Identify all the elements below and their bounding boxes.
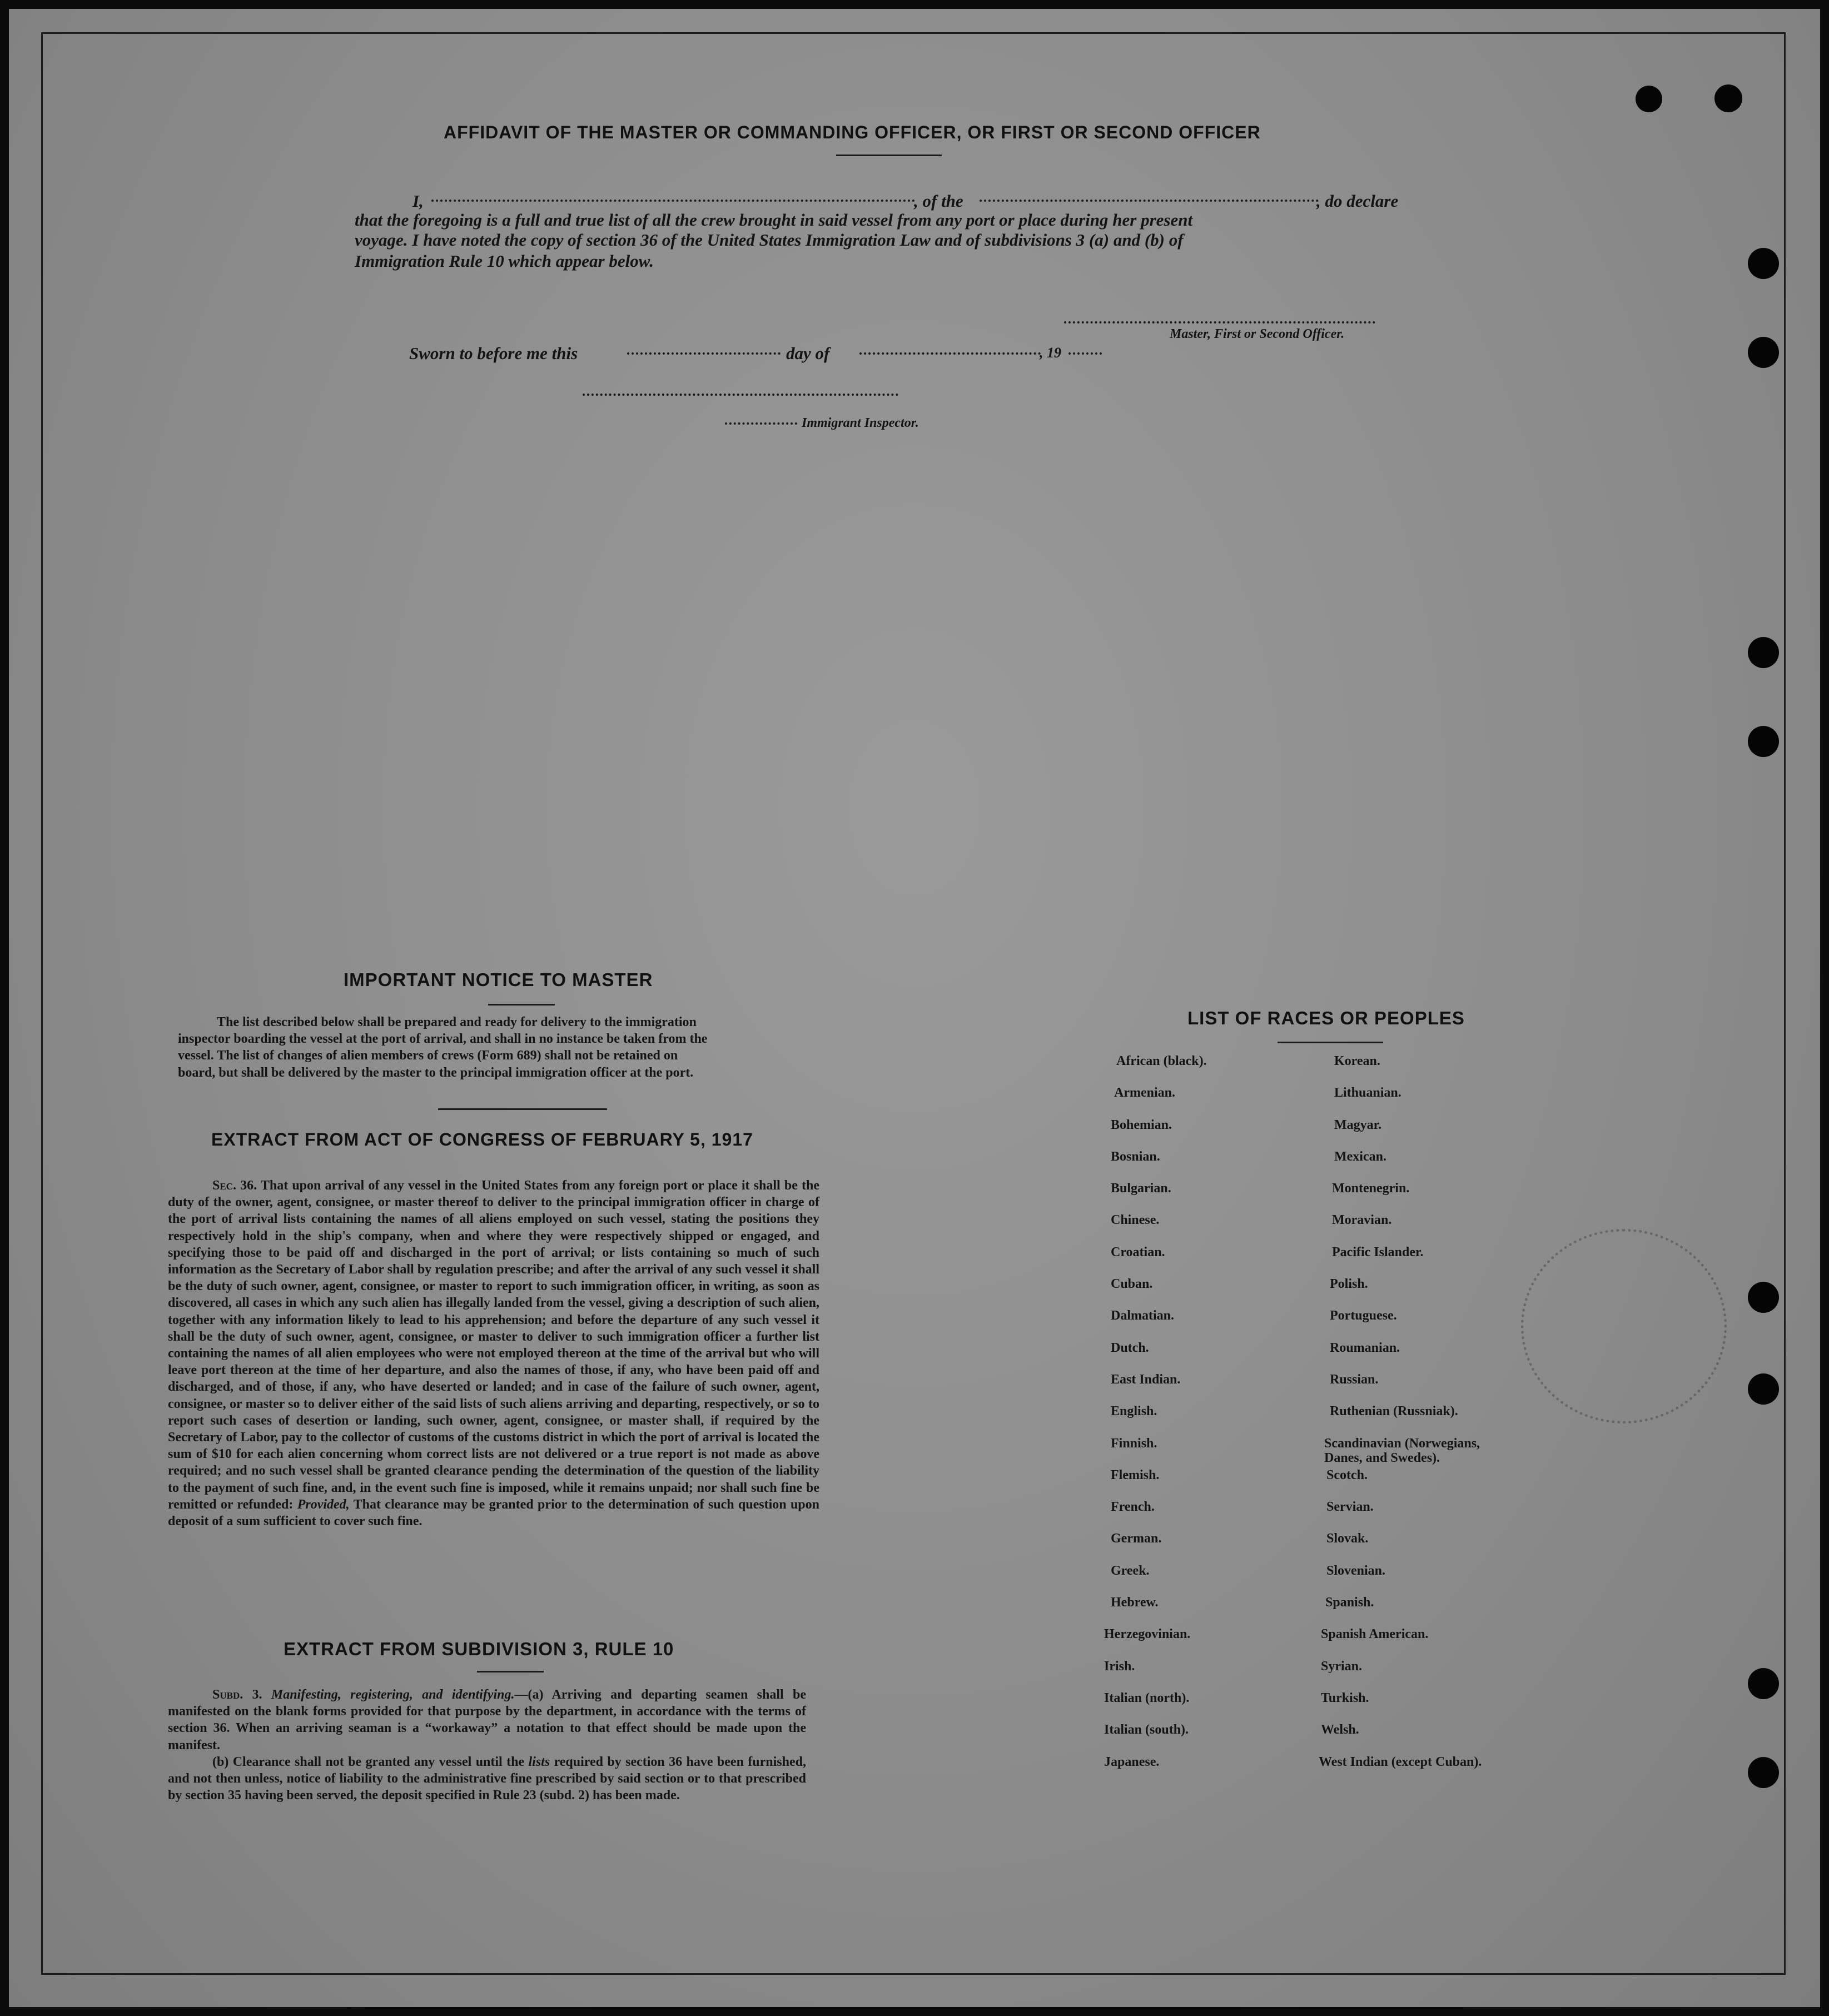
affidavit-title: AFFIDAVIT OF THE MASTER OR COMMANDING OFFICER, OR FIRST OR SECOND OFFICER	[444, 122, 1261, 142]
race-item: German.	[1111, 1531, 1162, 1546]
sworn-month-field[interactable]	[859, 352, 1041, 355]
race-item: Spanish American.	[1321, 1627, 1429, 1642]
section-body: That upon arrival of any vessel in the United States from any foreign port or place it shall be the duty of the owner, agent, consignee, or master thereof to deliver to the principal immigration officer in charge of the port of arrival lists containing the names of all aliens employed on such vessel, stating the positions they respectively hold in the ship's company, when and where they were respectively shipped or engaged, and specifying those to be paid off and discharged in the port of arrival; or lists containing so much of such information as the Secretary of Labor shall by regulation prescribe; and after the arrival of any such vessel it shall be the duty of such owner, agent, consignee, or master to report to such immigration officer, in writing, as soon as discovered, all cases in which any such alien has illegally landed from the vessel, giving a description of such alien, together with any information likely to lead to his apprehension; and before the departure of any such vessel it shall be the duty of such owner, agent, consignee, or master to deliver to such immigration officer a further list containing the names of all alien employees who were not employed thereon at the time of the arrival but who will leave port thereon at the time of her departure, and also the names of those, if any, who have been paid off and discharged, and of those, if any, who have deserted or landed; and in case of the failure of such owner, agent, consignee, or master so to deliver either of the said lists of such aliens arriving and departing, respectively, or so to report such cases of desertion or landing, such owner, agent, consignee, or master shall, if required by the Secretary of Labor, pay to the collector of customs of the customs district in which the port of arrival is located the sum of $10 for each alien concerning whom correct lists are not delivered or a true report is not made as above required; and no such vessel shall be granted clearance pending the determination of the question of the liability to the payment of such fine, and, in the event such fine is imposed, while it remains unpaid; nor shall such fine be remitted or refunded:	[168, 1178, 819, 1512]
race-item: Hebrew.	[1111, 1595, 1159, 1610]
extract-rule-title-rule	[477, 1671, 544, 1672]
races-title: LIST OF RACES OR PEOPLES	[1187, 1008, 1465, 1028]
rule-para-b-prefix: (b) Clearance shall not be granted any vessel until the	[212, 1754, 525, 1769]
race-item: Finnish.	[1111, 1436, 1157, 1451]
do-declare-label: , do declare	[1316, 191, 1399, 211]
race-item: Herzegovinian.	[1104, 1627, 1191, 1642]
affiant-name-field[interactable]	[431, 200, 915, 202]
race-item: Slovenian.	[1326, 1563, 1386, 1578]
inspector-label: Immigrant Inspector.	[802, 416, 919, 430]
binder-hole	[1748, 726, 1779, 757]
lists-word: lists	[528, 1754, 550, 1769]
notice-title: IMPORTANT NOTICE TO MASTER	[344, 969, 653, 990]
rule-para-a	[168, 1686, 806, 1754]
master-signature-label: Master, First or Second Officer.	[1170, 327, 1345, 341]
race-item: Croatian.	[1111, 1245, 1165, 1260]
section-label: Sec. 36.	[212, 1178, 257, 1193]
provided-label: Provided,	[297, 1497, 350, 1512]
subd-label: Subd. 3.	[212, 1688, 262, 1702]
sworn-label: Sworn to before me this	[409, 344, 578, 363]
race-item: English.	[1111, 1404, 1157, 1419]
race-item: Bulgarian.	[1111, 1181, 1171, 1196]
race-item: Pacific Islander.	[1332, 1245, 1424, 1260]
binder-hole	[1636, 86, 1662, 112]
extract-act-title: EXTRACT FROM ACT OF CONGRESS OF FEBRUARY 5, 1917	[211, 1129, 753, 1149]
master-signature-field[interactable]	[1064, 321, 1375, 323]
binder-hole	[1748, 1757, 1779, 1788]
notice-line: board, but shall be delivered by the master to the principal immigration officer at the port.	[178, 1065, 694, 1080]
notice-text	[178, 1014, 823, 1081]
section-36-text	[168, 1177, 819, 1530]
race-item: Bosnian.	[1111, 1149, 1160, 1164]
race-item: French.	[1111, 1500, 1155, 1515]
race-item: Spanish.	[1325, 1595, 1374, 1610]
day-of-label: day of	[786, 344, 830, 363]
race-item: Dutch.	[1111, 1340, 1149, 1355]
race-item: Lithuanian.	[1334, 1086, 1401, 1101]
race-item: Armenian.	[1114, 1086, 1175, 1101]
race-item: Welsh.	[1321, 1723, 1359, 1738]
race-item: Scotch.	[1326, 1467, 1368, 1482]
race-item: Mexican.	[1334, 1149, 1386, 1164]
rule-para-b	[168, 1754, 806, 1804]
race-item: Italian (north).	[1104, 1690, 1190, 1705]
race-item: Servian.	[1326, 1500, 1374, 1515]
race-item: Montenegrin.	[1332, 1181, 1410, 1196]
sworn-day-field[interactable]	[627, 352, 781, 355]
race-item: East Indian.	[1111, 1372, 1181, 1387]
race-item: West Indian (except Cuban).	[1319, 1754, 1482, 1769]
year-label: , 19	[1040, 345, 1061, 361]
race-item: African (black).	[1116, 1054, 1207, 1068]
race-item: Moravian.	[1332, 1213, 1392, 1228]
race-item: Bohemian.	[1111, 1117, 1172, 1132]
rule-subdivision-text	[168, 1686, 806, 1804]
race-item: Polish.	[1330, 1277, 1368, 1292]
document-page	[9, 9, 1820, 2007]
race-item: Russian.	[1330, 1372, 1379, 1387]
race-item: Korean.	[1334, 1054, 1380, 1068]
races-list-left	[1099, 1054, 1207, 1786]
affiant-label: I,	[412, 191, 424, 211]
binder-hole	[1748, 1373, 1779, 1405]
race-item: Greek.	[1111, 1563, 1150, 1578]
race-item: Syrian.	[1321, 1659, 1363, 1674]
section-divider	[438, 1108, 607, 1110]
vessel-name-field[interactable]	[980, 200, 1319, 202]
race-item: Ruthenian (Russniak).	[1330, 1404, 1458, 1419]
affidavit-body-line: voyage. I have noted the copy of section 36 of the United States Immigration Law and of subdivisions 3 (a) and (b) of	[355, 230, 1184, 250]
inspector-signature-field[interactable]	[583, 394, 898, 396]
races-title-rule	[1278, 1042, 1383, 1043]
inspector-prefix-dots	[725, 422, 797, 425]
race-item: Chinese.	[1111, 1213, 1160, 1228]
binder-hole	[1748, 1668, 1779, 1699]
affidavit-body-line: Immigration Rule 10 which appear below.	[355, 251, 654, 271]
rule-para-a-text: —(a) Arriving and departing seamen shall be manifested on the blank forms provided for that purpose by the department, in accordance with the terms of section 36. When an arriving seaman is a “workaway” a notation to that effect should be made upon the manifest.	[168, 1688, 806, 1753]
race-item: Scandinavian (Norwegians, Danes, and Swedes).	[1324, 1436, 1480, 1465]
race-item: Japanese.	[1104, 1754, 1160, 1769]
race-item: Magyar.	[1334, 1117, 1382, 1132]
subd-heading: Manifesting, registering, and identifying.	[271, 1688, 515, 1702]
binder-hole	[1748, 337, 1779, 368]
race-item: Flemish.	[1111, 1467, 1160, 1482]
page-border	[41, 32, 1786, 1975]
race-item: Italian (south).	[1104, 1723, 1189, 1738]
race-item: Portuguese.	[1330, 1308, 1397, 1323]
affidavit-body-line: that the foregoing is a full and true list of all the crew brought in said vessel from any port or place during her present	[355, 210, 1193, 230]
races-list-right	[1310, 1054, 1502, 1786]
of-the-label: , of the	[914, 191, 963, 211]
binder-hole	[1748, 248, 1779, 279]
race-item: Roumanian.	[1330, 1340, 1400, 1355]
faded-stamp	[1521, 1229, 1727, 1423]
notice-line: inspector boarding the vessel at the port of arrival, and shall in no instance be taken from the	[178, 1032, 708, 1047]
binder-hole	[1748, 1282, 1779, 1313]
binder-hole	[1748, 637, 1779, 668]
sworn-year-field[interactable]	[1068, 352, 1102, 355]
race-item: Dalmatian.	[1111, 1308, 1174, 1323]
title-rule	[836, 155, 942, 156]
race-item: Cuban.	[1111, 1277, 1153, 1292]
notice-line: vessel. The list of changes of alien members of crews (Form 689) shall not be retained on	[178, 1048, 678, 1063]
race-item: Slovak.	[1326, 1531, 1369, 1546]
race-item: Turkish.	[1321, 1690, 1369, 1705]
rule-para-b-text: required by section 36 have been furnished, and not then unless, notice of liability to the administrative fine prescribed by said section or to that prescribed by section 35 having been served, the deposit specified in Rule 23 (subd. 2) has been made.	[168, 1754, 806, 1803]
section-body-end: That clearance may be granted prior to the determination of such question upon deposit of a sum sufficient to cover such fine.	[168, 1497, 820, 1529]
extract-rule-title: EXTRACT FROM SUBDIVISION 3, RULE 10	[284, 1639, 674, 1659]
race-item: Irish.	[1104, 1659, 1135, 1674]
binder-hole	[1714, 84, 1742, 112]
notice-title-rule	[488, 1004, 555, 1005]
notice-line: The list described below shall be prepared and ready for delivery to the immigration	[217, 1015, 697, 1029]
